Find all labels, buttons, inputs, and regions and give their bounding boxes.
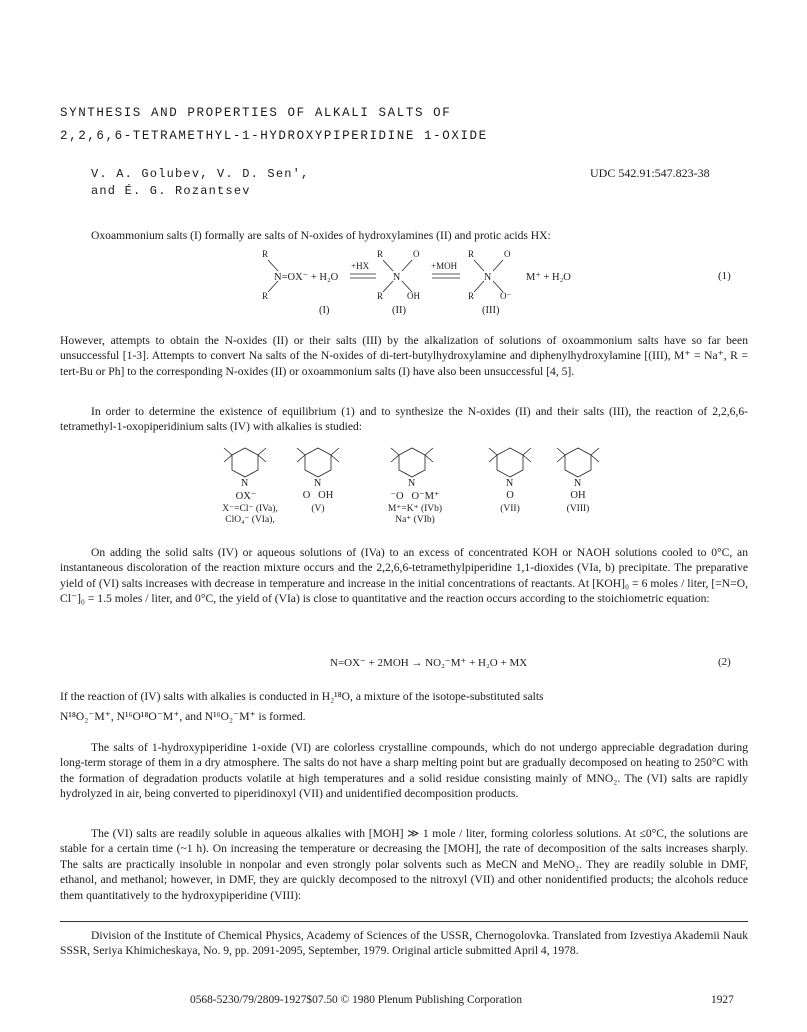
svg-text:N: N [484, 272, 492, 283]
paragraph-4 [60, 689, 748, 725]
udc-code: UDC 542.91:547.823-38 [590, 166, 710, 180]
footnote: Division of the Institute of Chemical Physics, Academy of Sciences of the USSR, Chernogolovka. Translated from Izvestiya Akademii Nauk SSSR, Seriya Khimicheskaya, No. 9, pp. 2091-2095, September, 1979. Original article submitted April 4, 1978. [60, 929, 748, 958]
svg-text:O: O [413, 249, 420, 259]
structure-VI-substituent: ⁻O O⁻M⁺ [390, 491, 440, 502]
svg-text:O: O [504, 249, 511, 259]
structure-VI-label: M⁺=K⁺ (IVb) Na⁺ (VIb) [387, 504, 443, 525]
structures-row [220, 440, 620, 540]
equation-1 [250, 247, 730, 319]
authors-line-1: V. A. Golubev, V. D. Sen', [91, 167, 310, 181]
svg-text:O⁻: O⁻ [500, 291, 512, 301]
svg-text:N: N [241, 478, 249, 489]
svg-text:N: N [574, 478, 582, 489]
svg-text:R: R [262, 291, 269, 301]
structure-VII-label: (VII) [500, 504, 520, 514]
structure-VIII-label: (VIII) [566, 504, 590, 514]
equation-1-number: (1) [718, 270, 731, 282]
svg-text:R: R [468, 249, 475, 259]
authors [91, 166, 309, 200]
svg-text:R: R [468, 291, 475, 301]
footnote-divider [60, 921, 748, 922]
title-line-2: 2,2,6,6-TETRAMETHYL-1-HYDROXYPIPERIDINE 1-OXIDE [60, 129, 488, 143]
authors-line-2: and É. G. Rozantsev [91, 184, 251, 198]
svg-text:N: N [314, 478, 322, 489]
equation-2-number: (2) [718, 656, 731, 668]
paragraph-6: The (VI) salts are readily soluble in aqueous alkalies with [MOH] ≫ 1 mole / liter, forming colorless solutions. At ≤0°C, the solutions are stable for a certain time (~1 h). On increasing the temperature or decreasing the [MOH], the rate of decomposition of the salts increases sharply. The salts are practically insoluble in nonpolar and even strongly polar solvents such as MeCN and MeNO₂. They are readily soluble in DMF, ethanol, and methanol; however, in DMF, they are quickly decomposed to the nitroxyl (VII) and other nonidentified products; the alcohols reduce them quantitatively to the hydroxypiperidine (VIII): [60, 827, 748, 902]
structure-V-substituent: O OH [302, 490, 334, 501]
svg-text:R: R [377, 291, 384, 301]
equation-1-arrow-1-label: +HX [351, 261, 370, 271]
equation-1-label-I: (I) [319, 305, 330, 316]
paragraph-2: In order to determine the existence of equilibrium (1) and to synthesize the N-oxides (II) and their salts (III), the reaction of 2,2,6,6-tetramethyl-1-oxopiperidinium salts (IV) with alkalies is studied: [60, 405, 748, 434]
equation-1-label-II: (II) [392, 305, 406, 316]
svg-text:OH: OH [407, 291, 420, 301]
paragraph-1: However, attempts to obtain the N-oxides (II) or their salts (III) by the alkalization of solutions of oxoammonium salts have so far been unsuccessful [1-3]. Attempts to convert Na salts of the N-oxides of di-tert-butylhydroxylamine and diphenylhydroxylamine [(III), M⁺ = Na⁺, R = tert-Bu or Ph] to the corresponding N-oxides (II) or oxoammonium salts (I) have also been unsuccessful [4, 5]. [60, 334, 748, 378]
structure-VIII-substituent: OH [570, 490, 586, 501]
paragraph-3: On adding the solid salts (IV) or aqueous solutions of (IVa) to an excess of concentrated KOH or NAOH solutions cooled to 0°C, an instantaneous discoloration of the reaction mixture occurs and the 2,2,6,6-tetramethylpiperidine 1,1-dioxides (VIa, b) precipitate. The preparative yield of (VI) salts increases with decrease in temperature and increase in the initial concentrations of reactants. At [KOH]₀ = 6 moles / liter, [=N=O, Cl⁻]₀ = 1.5 moles / liter, and 0°C, the yield of (VIa) is close to quantitative and the reaction occurs according to the stoichiometric equation: [60, 546, 748, 606]
intro-paragraph: Oxoammonium salts (I) formally are salts of N-oxides of hydroxylamines (II) and protic acids HX: [91, 229, 551, 242]
paragraph-4-line-1: If the reaction of (IV) salts with alkalies is conducted in H₂¹⁸O, a mixture of the isotope-substituted salts [60, 690, 544, 703]
svg-text:R: R [377, 249, 384, 259]
svg-text:N: N [506, 478, 514, 489]
structure-IV-substituent: OX⁻ [235, 491, 257, 502]
footer-publication-code: 0568-5230/79/2809-1927$07.50 © 1980 Plenum Publishing Corporation [190, 994, 523, 1006]
equation-1-label-III: (III) [482, 305, 500, 316]
structure-VII-substituent: O [506, 490, 514, 501]
svg-text:N: N [408, 478, 416, 489]
svg-text:N: N [393, 272, 401, 283]
structure-V-label: (V) [311, 504, 325, 514]
title-line-1: SYNTHESIS AND PROPERTIES OF ALKALI SALTS OF [60, 106, 452, 120]
paragraph-5: The salts of 1-hydroxypiperidine 1-oxide (VI) are colorless crystalline compounds, which do not undergo appreciable degradation during long-term storage of them in a dry atmosphere. The salts do not have a sharp melting point but are gradually decomposed on heating to 250°C with the formation of degradation products volatile at high temperatures and a solid residue consisting mainly of MNO₂. The (VI) salts are rapidly hydrolyzed in air, being converted to piperidinoxyl (VII) and unidentified decomposition products. [60, 741, 748, 801]
page-number: 1927 [711, 994, 734, 1006]
piperidine-rings [220, 440, 620, 495]
structure-IV-label: X⁻=Cl⁻ (IVa), ClO₄⁻ (VIa), [222, 504, 278, 525]
svg-text:R: R [262, 249, 269, 259]
equation-1-lhs: N=OX⁻ + H₂O [274, 272, 339, 283]
paragraph-4-line-2: N¹⁸O₂⁻M⁺, N¹⁶O¹⁸O⁻M⁺, and N¹⁶O₂⁻M⁺ is formed. [60, 710, 306, 724]
equation-1-rhs: M⁺ + H₂O [526, 272, 571, 283]
equation-1-arrow-2-label: +MOH [431, 261, 458, 271]
equation-2: N=OX⁻ + 2MOH → NO₂⁻M⁺ + H₂O + MX [330, 657, 528, 669]
